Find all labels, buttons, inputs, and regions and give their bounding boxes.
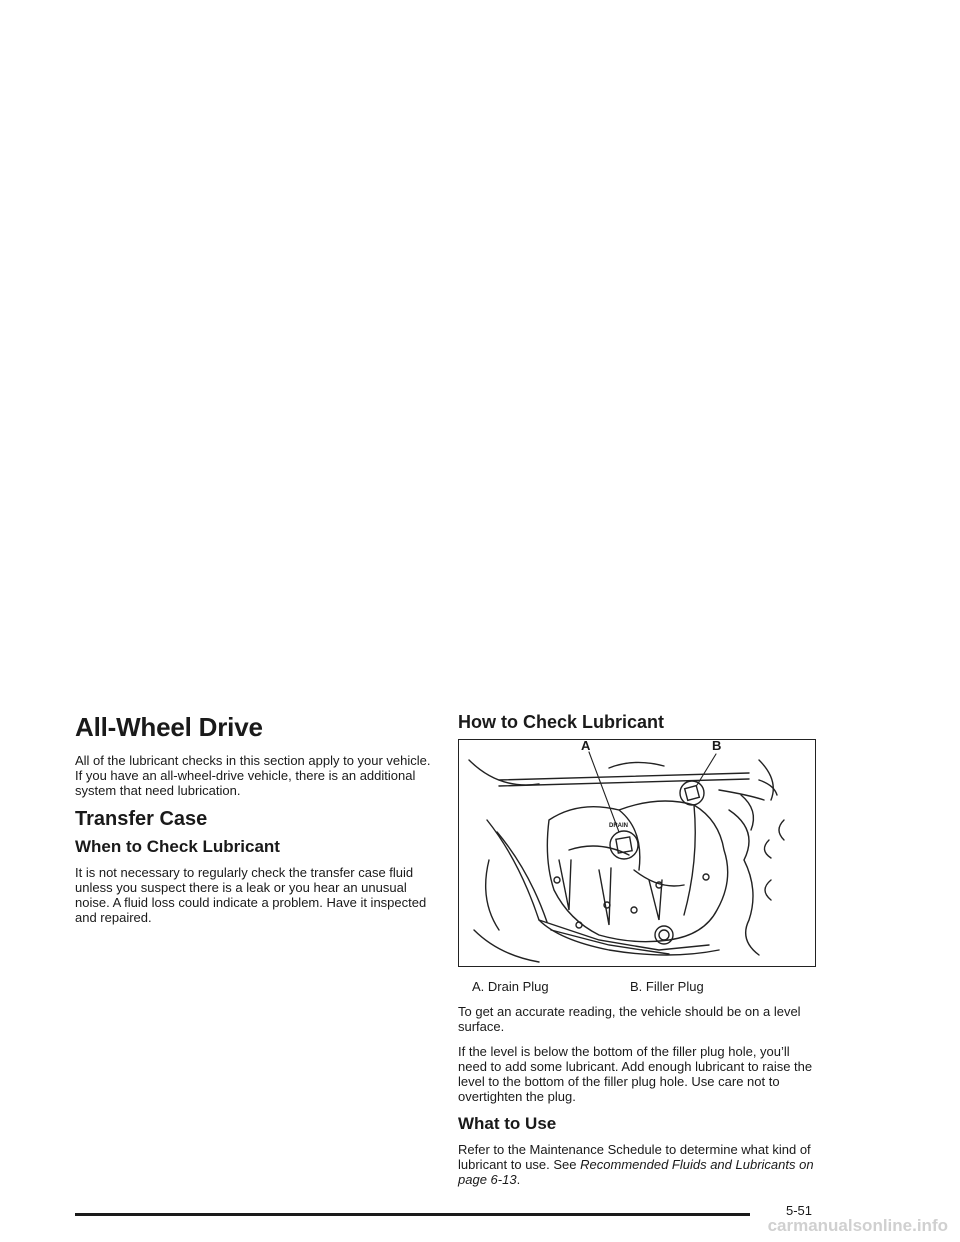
section-heading: Transfer Case <box>75 808 208 830</box>
right-column <box>458 712 818 1197</box>
fill-level-paragraph: If the level is below the bottom of the filler plug hole, you’ll need to add some lubricant. Add enough lubricant to raise the level to the bottom of the filler plug hole. Use care not to overtighten the plug. <box>458 1044 813 1104</box>
page-title: All-Wheel Drive <box>75 712 263 742</box>
level-surface-paragraph: To get an accurate reading, the vehicle should be on a level surface. <box>458 1004 801 1034</box>
fluids-reference-link[interactable]: Recommended Fluids and Lubricants on page 6-13 <box>458 1157 814 1187</box>
left-column <box>75 712 435 935</box>
when-paragraph: It is not necessary to regularly check the transfer case fluid unless you suspect there is a leak or you hear an unusual noise. A fluid loss could indicate a problem. Have it inspected and repaired. <box>75 865 427 925</box>
caption-drain-plug: A. Drain Plug <box>472 979 549 994</box>
caption-filler-plug: B. Filler Plug <box>630 979 704 994</box>
what-to-use-text: Refer to the Maintenance Schedule to determine what kind of lubricant to use. See <box>458 1142 811 1172</box>
what-to-use-heading: What to Use <box>458 1114 557 1133</box>
page-number: 5-51 <box>786 1203 813 1218</box>
figure-label-b: B <box>712 738 722 753</box>
figure-label-a: A <box>581 738 591 753</box>
transfer-case-drawing <box>459 740 815 966</box>
intro-paragraph: All of the lubricant checks in this section apply to your vehicle. If you have an all-wheel-drive vehicle, there is an additional system that need lubrication. <box>75 753 431 798</box>
figure-caption <box>472 979 818 994</box>
how-to-check-heading: How to Check Lubricant <box>458 712 665 732</box>
drain-stamp-label: DRAIN <box>609 823 628 829</box>
watermark: carmanualsonline.info <box>767 1216 948 1235</box>
footer-rule <box>75 1213 750 1216</box>
subsection-heading: When to Check Lubricant <box>75 837 280 856</box>
what-to-use-end: . <box>516 1172 521 1187</box>
what-to-use-paragraph <box>458 1142 818 1187</box>
transfer-case-illustration <box>458 739 816 967</box>
